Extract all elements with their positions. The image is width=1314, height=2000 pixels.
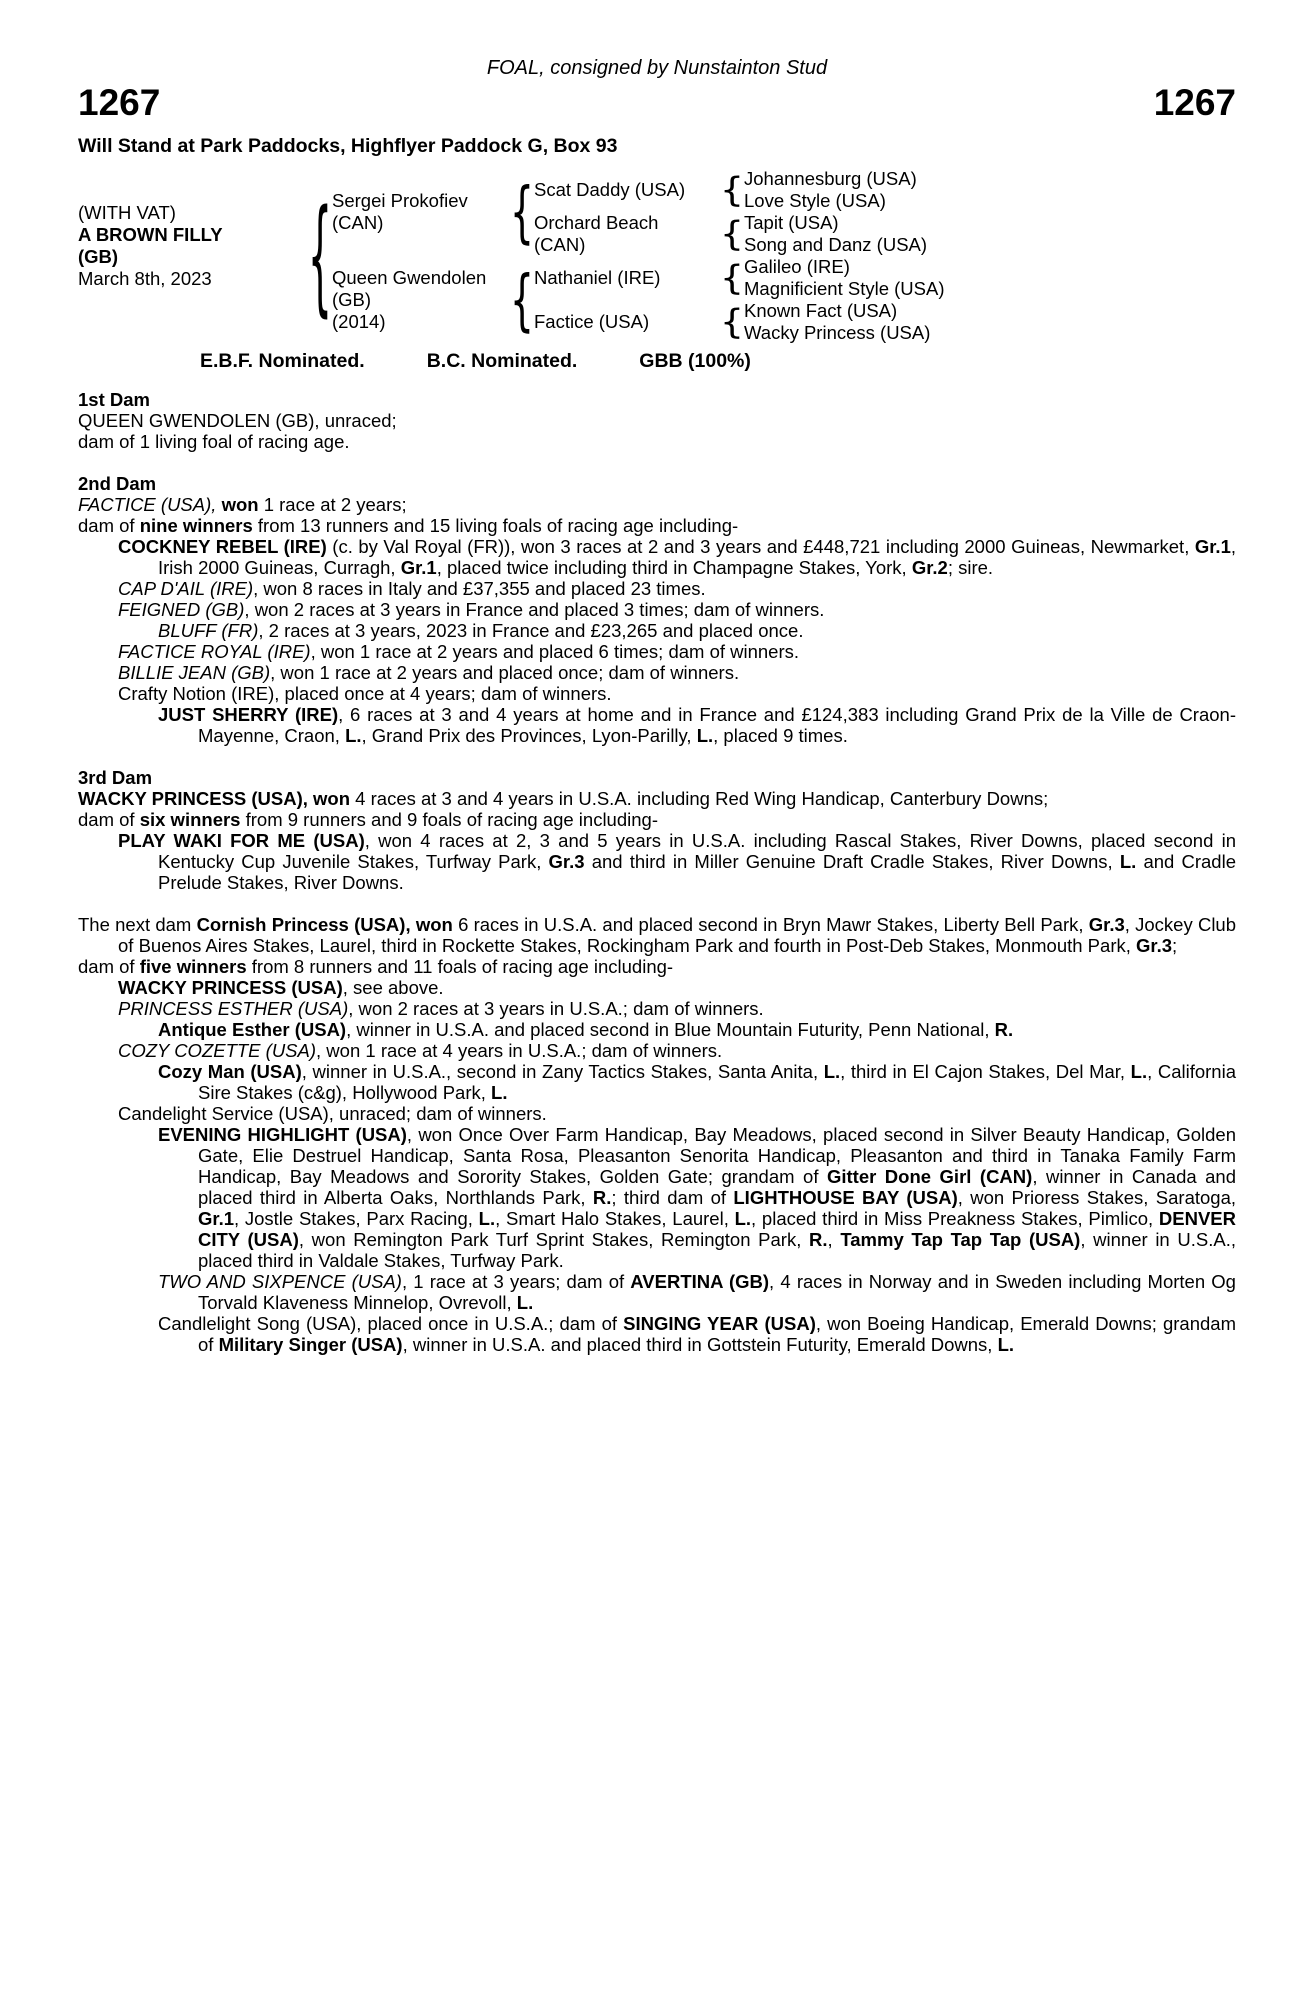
text-segment: ; sire.	[947, 557, 994, 578]
text-segment: , Irish 2000 Guineas, Curragh,	[158, 536, 1236, 578]
pedigree-line: Song and Danz (USA)	[744, 234, 928, 255]
text-segment: 1st Dam	[78, 389, 150, 410]
emphasized-text: WACKY PRINCESS (USA),	[78, 788, 308, 809]
lot-number-left: 1267	[78, 82, 161, 123]
emphasized-text: L.	[491, 1082, 508, 1103]
dams-sire-name	[534, 256, 720, 300]
text-segment: , 2 races at 3 years, 2023 in France and £23,265 and placed once.	[258, 620, 804, 641]
text-segment: , 1 race at 3 years; dam of	[401, 1271, 631, 1292]
brace-glyph: {	[719, 170, 745, 210]
bc-nomination: B.C. Nominated.	[426, 350, 578, 372]
text-segment: Candlelight Song (USA), placed once in U.S.A.; dam of	[158, 1313, 624, 1334]
emphasized-text: Gr.2	[911, 557, 948, 578]
parents-brace-icon	[308, 168, 332, 344]
text-segment: from 9 runners and 9 foals of racing age including-	[240, 809, 658, 830]
pedigree-line: Wacky Princess (USA)	[744, 322, 931, 343]
pedigree-line: (GB)	[78, 246, 119, 267]
pedigree-line: (2014)	[332, 311, 386, 332]
pedigree-line: Love Style (USA)	[744, 190, 886, 211]
emphasized-text: Gr.1	[1194, 536, 1231, 557]
great-grandparents-brace-column	[720, 168, 744, 344]
emphasized-text: FEIGNED (GB)	[118, 599, 245, 620]
brace-glyph: {	[719, 258, 745, 298]
text-segment: The next dam	[78, 914, 197, 935]
emphasized-text: L.	[478, 1208, 496, 1229]
grandparents-column	[534, 168, 720, 344]
ebf-nomination: E.B.F. Nominated.	[200, 350, 365, 372]
emphasized-text: PRINCESS ESTHER (USA)	[118, 998, 349, 1019]
text-segment: QUEEN GWENDOLEN (GB), unraced;	[78, 410, 397, 431]
text-segment: from 13 runners and 15 living foals of racing age including-	[252, 515, 739, 536]
catalogue-body	[78, 389, 1236, 1355]
progeny-billie-jean	[78, 662, 1236, 683]
text-segment: , placed third in Miss Preakness Stakes, Pimlico,	[751, 1208, 1159, 1229]
emphasized-text: Cornish Princess (USA),	[196, 914, 411, 935]
emphasized-text: six winners	[139, 809, 241, 830]
emphasized-text: Tammy Tap Tap Tap (USA)	[840, 1229, 1081, 1250]
emphasized-text: won	[313, 788, 351, 809]
pedigree-line: Magnificient Style (USA)	[744, 278, 945, 299]
text-segment: , won 1 race at 4 years in U.S.A.; dam of winners.	[316, 1040, 723, 1061]
sires-sire-name	[534, 168, 720, 212]
text-segment: , won 1 race at 2 years and placed once; dam of winners.	[270, 662, 740, 683]
text-segment: , won 2 races at 3 years in U.S.A.; dam of winners.	[348, 998, 764, 1019]
pedigree-line: (GB)	[332, 289, 372, 310]
emphasized-text: COZY COZETTE (USA)	[118, 1040, 317, 1061]
progeny-antique-esther	[78, 1019, 1236, 1040]
text-segment: ;	[1172, 935, 1178, 956]
text-segment: , California Sire Stakes (c&g), Hollywood Park,	[198, 1061, 1236, 1103]
third-dam-heading	[78, 767, 1236, 788]
third-dam-produce	[78, 809, 1236, 830]
emphasized-text: L.	[1119, 851, 1137, 872]
text-segment: and third in Miller Genuine Draft Cradle Stakes, River Downs,	[584, 851, 1120, 872]
text-segment: , see above.	[342, 977, 444, 998]
text-segment: dam of	[78, 809, 140, 830]
grandparents-brace-column	[510, 168, 534, 344]
pedigree-line: (CAN)	[332, 212, 384, 233]
emphasized-text: won	[221, 494, 259, 515]
text-segment: 4 races at 3 and 4 years in U.S.A. including Red Wing Handicap, Canterbury Downs;	[350, 788, 1049, 809]
emphasized-text: won	[415, 914, 453, 935]
emphasized-text: Gr.3	[1088, 914, 1125, 935]
second-dam-produce	[78, 515, 1236, 536]
progeny-factice-royal	[78, 641, 1236, 662]
progeny-princess-esther	[78, 998, 1236, 1019]
emphasized-text: BILLIE JEAN (GB)	[118, 662, 271, 683]
text-segment: ,	[827, 1229, 841, 1250]
emphasized-text: PLAY WAKI FOR ME (USA)	[118, 830, 365, 851]
great-grandparents-brace-icon	[720, 212, 744, 256]
emphasized-text: Antique Esther (USA)	[158, 1019, 347, 1040]
great-grandparents-column	[744, 168, 1236, 344]
pedigree-line: Tapit (USA)	[744, 212, 839, 233]
emphasized-text: Cozy Man (USA)	[158, 1061, 302, 1082]
progeny-cap-dail	[78, 578, 1236, 599]
emphasized-text: CAP D'AIL (IRE)	[118, 578, 254, 599]
text-segment: dam of	[78, 956, 140, 977]
great-grandparents-brace-icon	[720, 168, 744, 212]
nominations-line	[78, 350, 1236, 373]
emphasized-text: AVERTINA (GB)	[630, 1271, 770, 1292]
pedigree-line: Johannesburg (USA)	[744, 168, 917, 189]
sires-dam-name	[534, 212, 720, 256]
progeny-crafty-notion	[78, 683, 1236, 704]
emphasized-text: L.	[516, 1292, 534, 1313]
pedigree-line: Queen Gwendolen	[332, 267, 487, 288]
text-segment: 2nd Dam	[78, 473, 157, 494]
pedigree-line: Scat Daddy (USA)	[534, 179, 686, 200]
emphasized-text: L.	[1130, 1061, 1148, 1082]
emphasized-text: Military Singer (USA)	[218, 1334, 403, 1355]
progeny-candlelight-song	[78, 1313, 1236, 1355]
progeny-bluff	[78, 620, 1236, 641]
lot-number-right: 1267	[1153, 82, 1236, 123]
progeny-cozy-man	[78, 1061, 1236, 1103]
emphasized-text: L.	[734, 1208, 752, 1229]
text-segment: (c. by Val Royal (FR)), won 3 races at 2 and 3 years and £448,721 including 2000 Guineas, Newmarket,	[326, 536, 1195, 557]
first-dam-produce	[78, 431, 1236, 452]
text-segment: , 6 races at 3 and 4 years at home and in France and £124,383 including Grand Prix de la Ville de Craon-Mayenne, Craon,	[198, 704, 1236, 746]
progeny-cozy-cozette	[78, 1040, 1236, 1061]
emphasized-text: COCKNEY REBEL (IRE)	[118, 536, 327, 557]
dams-dam-name	[534, 300, 720, 344]
text-segment: dam of 1 living foal of racing age.	[78, 431, 350, 452]
brace-glyph: {	[719, 214, 745, 254]
parents-brace-column	[308, 168, 332, 344]
text-segment: , winner in U.S.A., second in Zany Tactics Stakes, Santa Anita,	[301, 1061, 824, 1082]
text-segment: dam of	[78, 515, 140, 536]
text-segment: 3rd Dam	[78, 767, 153, 788]
emphasized-text: JUST SHERRY (IRE)	[158, 704, 339, 725]
progeny-just-sherry	[78, 704, 1236, 746]
text-segment: , placed 9 times.	[713, 725, 848, 746]
text-segment: ; third dam of	[611, 1187, 734, 1208]
pedigree-line: Orchard Beach	[534, 212, 659, 233]
fourth-dam-entry	[78, 914, 1236, 956]
pedigree-line: Nathaniel (IRE)	[534, 267, 661, 288]
emphasized-text: five winners	[139, 956, 247, 977]
text-segment: , winner in Canada and placed third in Alberta Oaks, Northlands Park,	[198, 1166, 1237, 1208]
text-segment: , placed twice including third in Champagne Stakes, York,	[436, 557, 912, 578]
pedigree-line: Galileo (IRE)	[744, 256, 850, 277]
dam-name	[332, 256, 510, 344]
text-segment: 6 races in U.S.A. and placed second in Bryn Mawr Stakes, Liberty Bell Park,	[452, 914, 1089, 935]
gbb-status: GBB (100%)	[639, 350, 751, 372]
brace-glyph: {	[719, 302, 745, 342]
text-segment: , won Remington Park Turf Sprint Stakes, Remington Park,	[298, 1229, 810, 1250]
second-dam-entry	[78, 494, 1236, 515]
lot-number-row	[78, 84, 1236, 121]
progeny-feigned	[78, 599, 1236, 620]
text-segment: , winner in U.S.A. and placed second in Blue Mountain Futurity, Penn National,	[346, 1019, 995, 1040]
brace-glyph: {	[307, 183, 333, 329]
text-segment: , Jostle Stakes, Parx Racing,	[234, 1208, 479, 1229]
emphasized-text: Gr.3	[548, 851, 585, 872]
emphasized-text: Gitter Done Girl (CAN)	[826, 1166, 1033, 1187]
text-segment: , Jockey Club of Buenos Aires Stakes, Laurel, third in Rockette Stakes, Rockingham Park and fourth in Post-Deb Stakes, Monmouth Park,	[118, 914, 1237, 956]
text-segment: , won 4 races at 2, 3 and 5 years in U.S.A. including Rascal Stakes, River Downs, placed second in Kentucky Cup Juvenile Stakes, Turfway Park,	[158, 830, 1236, 872]
emphasized-text: EVENING HIGHLIGHT (USA)	[158, 1124, 407, 1145]
pedigree-line: Known Fact (USA)	[744, 300, 898, 321]
emphasized-text: L.	[696, 725, 714, 746]
parents-column	[332, 168, 510, 344]
pedigree-table	[78, 168, 1236, 344]
emphasized-text: L.	[345, 725, 362, 746]
text-segment: , won Prioress Stakes, Saratoga,	[957, 1187, 1237, 1208]
consignor-line: FOAL, consigned by Nunstainton Stud	[486, 57, 828, 79]
pedigree-line: March 8th, 2023	[78, 268, 212, 289]
pedigree-line: A BROWN FILLY	[78, 224, 223, 245]
pedigree-line: Sergei Prokofiev	[332, 190, 468, 211]
text-segment: Crafty Notion (IRE), placed once at 4 years; dam of winners.	[118, 683, 612, 704]
emphasized-text: DENVER CITY (USA)	[198, 1208, 1236, 1250]
progeny-two-and-sixpence	[78, 1271, 1236, 1313]
text-segment: , winner in U.S.A., placed third in Valdale Stakes, Turfway Park.	[198, 1229, 1236, 1271]
text-segment: , Smart Halo Stakes, Laurel,	[495, 1208, 735, 1229]
brace-glyph: {	[509, 173, 535, 251]
text-segment: 1 race at 2 years;	[258, 494, 407, 515]
dam-brace-icon	[510, 256, 534, 344]
pedigree-line: Factice (USA)	[534, 311, 650, 332]
text-segment: , won 1 race at 2 years and placed 6 times; dam of winners.	[310, 641, 800, 662]
emphasized-text: L.	[823, 1061, 841, 1082]
pedigree-line: (WITH VAT)	[78, 202, 176, 223]
progeny-candelight-service	[78, 1103, 1236, 1124]
text-segment: , Grand Prix des Provinces, Lyon-Parilly,	[361, 725, 697, 746]
emphasized-text: R.	[809, 1229, 828, 1250]
emphasized-text: LIGHTHOUSE BAY (USA)	[733, 1187, 958, 1208]
sire-name	[332, 168, 510, 256]
text-segment: , winner in U.S.A. and placed third in Gottstein Futurity, Emerald Downs,	[402, 1334, 998, 1355]
text-segment: , won 8 races in Italy and £37,355 and placed 23 times.	[253, 578, 706, 599]
third-dam-entry	[78, 788, 1236, 809]
progeny-evening-highlight	[78, 1124, 1236, 1271]
text-segment: Candelight Service (USA), unraced; dam of winners.	[118, 1103, 547, 1124]
emphasized-text: nine winners	[139, 515, 253, 536]
lot-details	[78, 168, 308, 344]
emphasized-text: R.	[994, 1019, 1014, 1040]
first-dam-entry	[78, 410, 1236, 431]
sire-brace-icon	[510, 168, 534, 256]
emphasized-text: Gr.3	[1136, 935, 1173, 956]
progeny-wacky-princess	[78, 977, 1236, 998]
great-grandparents-brace-icon	[720, 300, 744, 344]
fourth-dam-produce	[78, 956, 1236, 977]
text-segment: from 8 runners and 11 foals of racing age including-	[246, 956, 674, 977]
pedigree-line: (CAN)	[534, 234, 586, 255]
text-segment: , won Once Over Farm Handicap, Bay Meadows, placed second in Silver Beauty Handicap, Golden Gate, Elie Destruel Handicap, Santa Rosa, Pleasanton Senorita Handicap, Pleasanton and third in Tanaka Family Farm Handicap, Bay Meadows and Sorority Stakes, Golden Gate; grandam of	[198, 1124, 1237, 1187]
text-segment: and Cradle Prelude Stakes, River Downs.	[158, 851, 1236, 893]
emphasized-text: Gr.1	[198, 1208, 234, 1229]
emphasized-text: BLUFF (FR)	[158, 620, 259, 641]
brace-glyph: {	[509, 261, 535, 339]
progeny-play-waki-for-me	[78, 830, 1236, 893]
emphasized-text: FACTICE ROYAL (IRE)	[118, 641, 311, 662]
emphasized-text: FACTICE (USA),	[78, 494, 217, 515]
progeny-cockney-rebel	[78, 536, 1236, 578]
text-segment: , 4 races in Norway and in Sweden including Morten Og Torvald Klaveness Minnelop, Ovrevoll,	[198, 1271, 1236, 1313]
great-grandparents-brace-icon	[720, 256, 744, 300]
second-dam-heading	[78, 473, 1236, 494]
emphasized-text: L.	[997, 1334, 1015, 1355]
emphasized-text: TWO AND SIXPENCE (USA)	[158, 1271, 402, 1292]
emphasized-text: Gr.1	[400, 557, 437, 578]
emphasized-text: WACKY PRINCESS (USA)	[118, 977, 343, 998]
text-segment: , won 2 races at 3 years in France and placed 3 times; dam of winners.	[244, 599, 825, 620]
emphasized-text: R.	[592, 1187, 612, 1208]
text-segment: , third in El Cajon Stakes, Del Mar,	[840, 1061, 1131, 1082]
first-dam-heading	[78, 389, 1236, 410]
stand-location-line: Will Stand at Park Paddocks, Highflyer Paddock G, Box 93	[78, 135, 618, 157]
text-segment: , won Boeing Handicap, Emerald Downs; grandam of	[198, 1313, 1236, 1355]
emphasized-text: SINGING YEAR (USA)	[623, 1313, 816, 1334]
